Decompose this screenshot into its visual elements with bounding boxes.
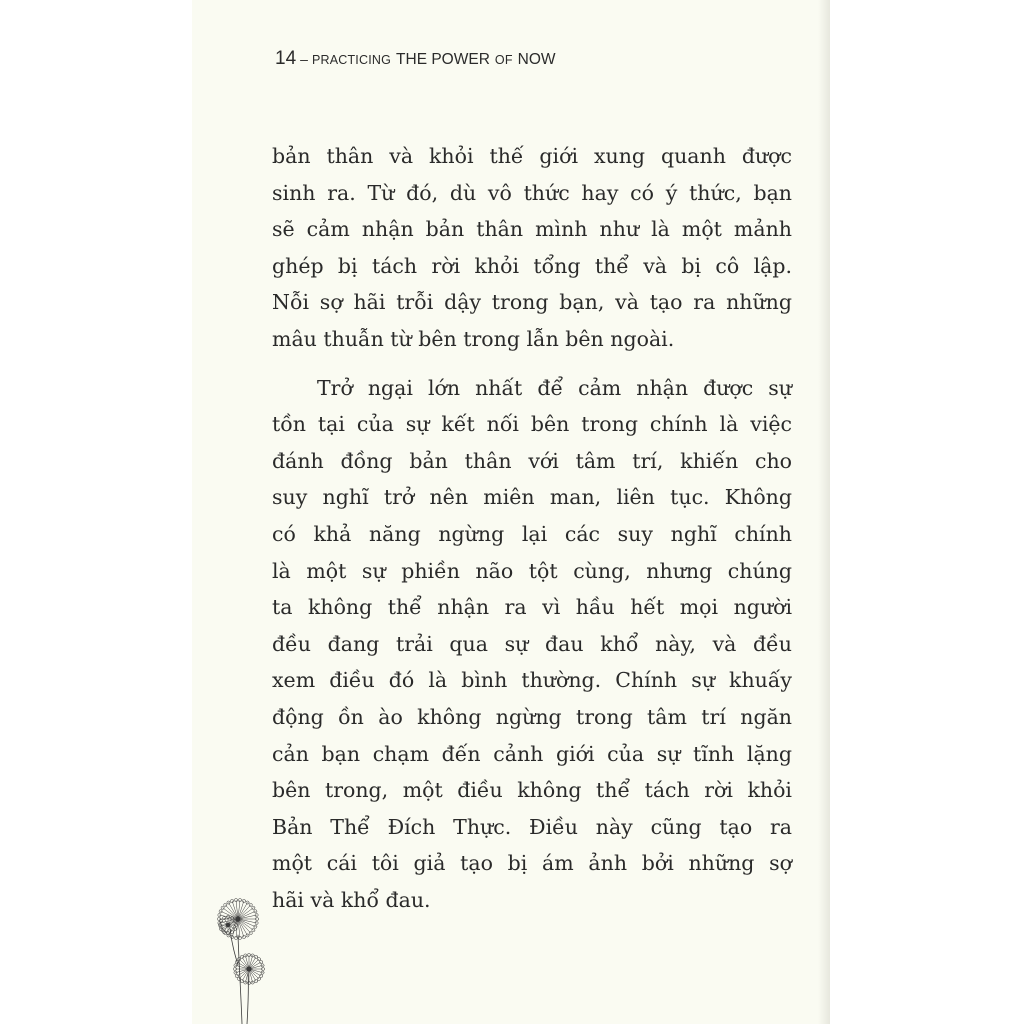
text-line: đánh đồng bản thân với tâm trí, khiến cho bbox=[272, 448, 792, 473]
page-number: 14 bbox=[275, 48, 297, 69]
text-line: có khả năng ngừng lại các suy nghĩ chính bbox=[272, 521, 792, 546]
title-part: NOW bbox=[517, 51, 556, 68]
body-text bbox=[272, 138, 792, 918]
text-line: tồn tại của sự kết nối bên trong chính là việc bbox=[272, 412, 792, 437]
dandelion-icon bbox=[208, 895, 274, 1024]
paragraph bbox=[272, 138, 792, 358]
page-edge-shadow bbox=[818, 0, 830, 1024]
text-line: bên trong, một điều không thể tách rời khỏi bbox=[272, 778, 792, 803]
header-separator: – bbox=[300, 51, 308, 67]
text-line: xem điều đó là bình thường. Chính sự khuấy bbox=[272, 668, 792, 693]
text-line: Nỗi sợ hãi trỗi dậy trong bạn, và tạo ra những bbox=[272, 290, 792, 315]
text-line: ghép bị tách rời khỏi tổng thể và bị cô lập. bbox=[272, 253, 792, 278]
text-line: hãi và khổ đau. bbox=[272, 887, 431, 912]
title-part: PRACTICING bbox=[311, 53, 392, 67]
title-part: OF bbox=[494, 53, 513, 67]
text-line: ta không thể nhận ra vì hầu hết mọi người bbox=[272, 595, 792, 620]
text-line: cản bạn chạm đến cảnh giới của sự tĩnh lặng bbox=[272, 741, 792, 766]
running-header bbox=[275, 48, 556, 70]
text-line: đều đang trải qua sự đau khổ này, và đều bbox=[272, 631, 792, 656]
text-line: sinh ra. Từ đó, dù vô thức hay có ý thức, bạn bbox=[272, 180, 792, 205]
title-part: THE POWER bbox=[396, 51, 490, 68]
paragraph bbox=[272, 370, 792, 919]
text-line: một cái tôi giả tạo bị ám ảnh bởi những sợ bbox=[272, 851, 792, 876]
text-line: mâu thuẫn từ bên trong lẫn bên ngoài. bbox=[272, 326, 675, 351]
text-line: suy nghĩ trở nên miên man, liên tục. Không bbox=[272, 485, 792, 510]
text-line: là một sự phiền não tột cùng, nhưng chúng bbox=[272, 558, 792, 583]
text-line: bản thân và khỏi thế giới xung quanh được bbox=[272, 144, 792, 168]
text-line: Bản Thể Đích Thực. Điều này cũng tạo ra bbox=[272, 814, 792, 839]
text-line: Trở ngại lớn nhất để cảm nhận được sự bbox=[317, 375, 792, 400]
text-line: sẽ cảm nhận bản thân mình như là một mảnh bbox=[272, 217, 792, 242]
text-line: động ồn ào không ngừng trong tâm trí ngăn bbox=[272, 704, 792, 729]
